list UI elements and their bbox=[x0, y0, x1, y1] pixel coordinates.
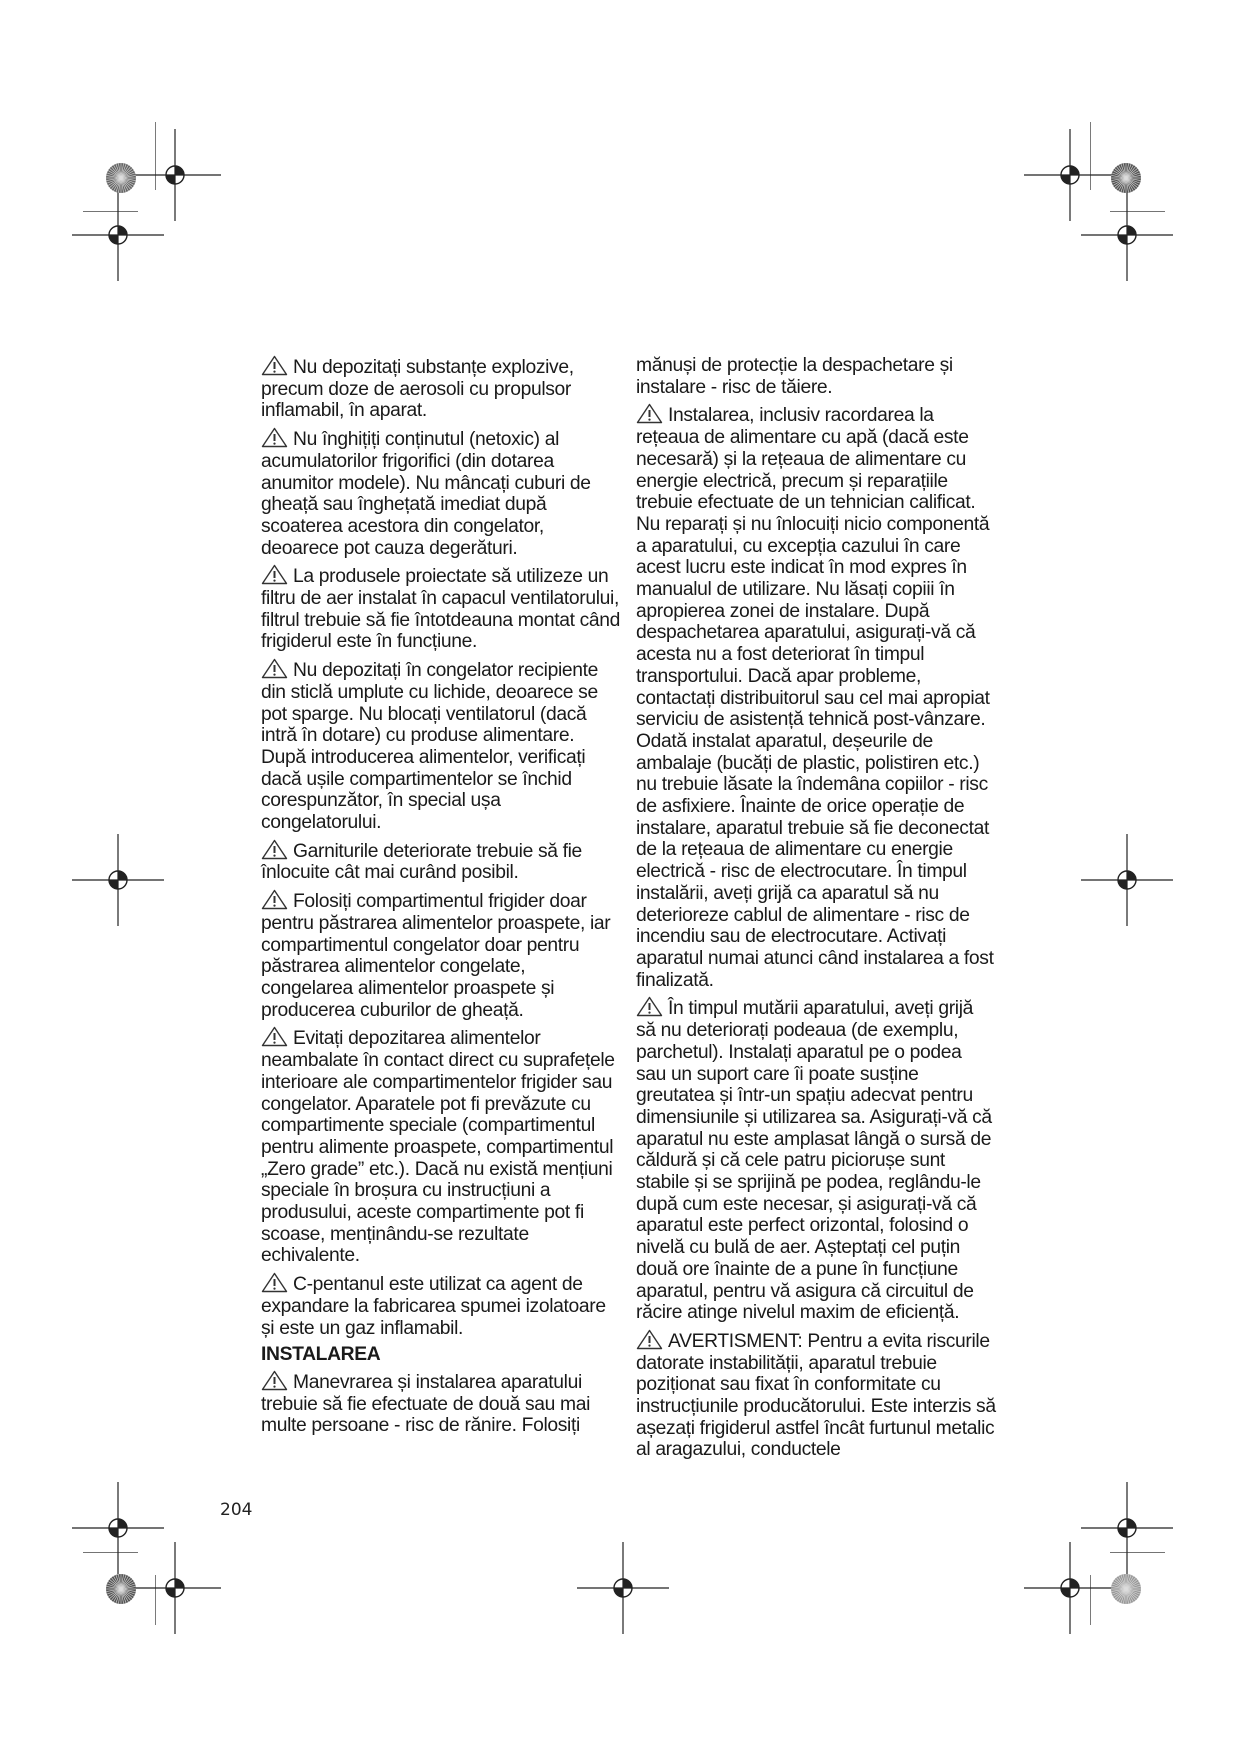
warning-triangle-icon bbox=[261, 1370, 288, 1391]
sunburst-bottom-left bbox=[105, 1573, 137, 1605]
crosshair-bottom-left-b bbox=[127, 1540, 223, 1636]
warning-paragraph bbox=[261, 1370, 621, 1437]
section-heading bbox=[261, 1344, 621, 1366]
sunburst-bottom-right bbox=[1110, 1573, 1142, 1605]
paragraph bbox=[636, 355, 996, 398]
warning-triangle-icon bbox=[636, 1329, 663, 1350]
trim-line-bl-h bbox=[83, 1552, 138, 1554]
right-column bbox=[636, 355, 996, 1466]
warning-triangle-icon bbox=[261, 839, 288, 860]
crosshair-bottom-center bbox=[575, 1540, 671, 1636]
page-number: 204 bbox=[220, 1500, 253, 1520]
warning-triangle-icon bbox=[261, 1272, 288, 1293]
warning-paragraph bbox=[261, 564, 621, 653]
warning-paragraph bbox=[636, 996, 996, 1324]
paragraph-text: AVERTISMENT: Pentru a evita riscurile datorate instabilității, aparatul trebuie poziționat sau fixat în conformitate cu instrucțiunile producătorului. Este interzis să așezați frigiderul astfel încât furtunul metalic al aragazului, conductele bbox=[636, 1330, 996, 1461]
warning-paragraph bbox=[261, 889, 621, 1021]
paragraph-text: Manevrarea și instalarea aparatului trebuie să fie efectuate de două sau mai multe persoane - risc de rănire. Folosiți bbox=[261, 1371, 591, 1437]
trim-line-br-h bbox=[1110, 1552, 1165, 1554]
warning-paragraph bbox=[261, 427, 621, 559]
crosshair-bottom-right-b bbox=[1022, 1540, 1118, 1636]
paragraph-text: Folosiți compartimentul frigider doar pentru păstrarea alimentelor proaspete, iar compartimentul congelator doar pentru păstrarea alimentelor congelate, congelarea alimentelor proaspete și producerea cuburilor de gheață. bbox=[261, 891, 611, 1021]
sunburst-top-left bbox=[105, 162, 137, 194]
warning-triangle-icon bbox=[636, 403, 663, 424]
crosshair-top-right-b bbox=[1079, 187, 1175, 283]
trim-line-tr-h bbox=[1110, 211, 1165, 213]
paragraph-text: Instalarea, inclusiv racordarea la rețeaua de alimentare cu apă (dacă este necesară) și la rețeaua de alimentare cu energie electrică, precum și reparațiile trebuie efectuate de un tehnician calificat. Nu reparați și nu înlocuiți nicio componentă a aparatului, cu excepția cazului în care acest lucru este indicat în mod expres în manualul de utilizare. Nu lăsați copiii în apropierea zonei de instalare. După despachetarea aparatului, asigurați-vă că acesta nu a fost deteriorat în timpul transportului. Dacă apar probleme, contactați distribuitorul sau cel mai apropiat serviciu de asistență tehnică post-vânzare. Odată instalat aparatul, deșeurile de ambalaje (bucăți de plastic, polistiren etc.) nu trebuie lăsate la îndemâna copiilor - risc de asfixiere. Înainte de orice operație de instalare, aparatul trebuie să fie deconectat de la rețeaua de alimentare cu energie electrică - risc de electrocutare. În timpul instalării, aveți grijă ca aparatul să nu deterioreze cablul de alimentare - risc de incendiu sau de electrocutare. Activați aparatul numai atunci când instalarea a fost finalizată. bbox=[636, 405, 994, 991]
paragraph-text: INSTALAREA bbox=[261, 1344, 381, 1366]
paragraph-text: Nu înghițiți conținutul (netoxic) al acumulatorilor frigorifici (din dotarea anumitor modele). Nu mâncați cuburi de gheață sau înghețată imediat după scoaterea acestora din congelator, deoarece pot cauza degerături. bbox=[261, 429, 591, 559]
warning-paragraph bbox=[636, 1329, 996, 1461]
warning-paragraph bbox=[636, 403, 996, 991]
sunburst-top-right bbox=[1110, 162, 1142, 194]
warning-paragraph bbox=[261, 658, 621, 834]
warning-paragraph bbox=[261, 1026, 621, 1267]
paragraph-text: În timpul mutării aparatului, aveți grijă să nu deteriorați podeaua (de exemplu, parchetul). Instalați aparatul pe o podea sau un suport care îi poate susține greutatea și într-un spațiu adecvat pentru dimensiunile și utilizarea sa. Asigurați-vă că aparatul nu este amplasat lângă o sursă de căldură și că cele patru piciorușe sunt stabile și se sprijină pe podea, reglându-le după cum este necesar, și asigurați-vă că aparatul este perfect orizontal, folosind o nivelă cu bulă de aer. Așteptați cel puțin două ore înainte de a pune în funcțiune aparatul, pentru vă asigura că circuitul de răcire atinge nivelul maxim de eficiență. bbox=[636, 998, 992, 1324]
trim-line-tl-h bbox=[83, 211, 138, 213]
paragraph-text: Nu depozitați substanțe explozive, precum doze de aerosoli cu propulsor inflamabil, în aparat. bbox=[261, 357, 574, 422]
warning-triangle-icon bbox=[261, 355, 288, 376]
trim-line-bl-v bbox=[155, 1575, 157, 1625]
paragraph-text: La produsele proiectate să utilizeze un filtru de aer instalat în capacul ventilatorului, filtrul trebuie să fie întotdeauna montat când frigiderul este în funcțiune. bbox=[261, 566, 621, 653]
warning-triangle-icon bbox=[261, 658, 288, 679]
warning-paragraph bbox=[261, 355, 621, 422]
warning-triangle-icon bbox=[261, 1026, 288, 1047]
warning-paragraph bbox=[261, 839, 621, 884]
warning-triangle-icon bbox=[261, 427, 288, 448]
trim-line-tl-v bbox=[155, 122, 157, 190]
crosshair-mid-left bbox=[70, 832, 166, 928]
paragraph-text: C-pentanul este utilizat ca agent de expandare la fabricarea spumei izolatoare și este un gaz inflamabil. bbox=[261, 1274, 606, 1339]
paragraph-text: mănuși de protecție la despachetare și instalare - risc de tăiere. bbox=[636, 355, 953, 398]
warning-triangle-icon bbox=[636, 996, 663, 1017]
crosshair-top-left-b bbox=[70, 187, 166, 283]
paragraph-text: Garniturile deteriorate trebuie să fie înlocuite cât mai curând posibil. bbox=[261, 840, 582, 884]
warning-triangle-icon bbox=[261, 889, 288, 910]
paragraph-text: Nu depozitați în congelator recipiente din sticlă umplute cu lichide, deoarece se pot sparge. Nu blocați ventilatorul (dacă intră în dotare) cu produse alimentare. După introducerea alimentelor, verificați dacă ușile compartimentelor se închid corespunzător, în special ușa congelatorului. bbox=[261, 660, 599, 834]
warning-paragraph bbox=[261, 1272, 621, 1339]
trim-line-br-v bbox=[1090, 1575, 1092, 1625]
trim-line-tr-v bbox=[1090, 122, 1092, 190]
paragraph-text: Evitați depozitarea alimentelor neambalate în contact direct cu suprafețele interioare ale compartimentelor frigider sau congelator. Aparatele pot fi prevăzute cu compartimente speciale (compartimentul pentru alimente proaspete, compartimentul „Zero grade” etc.). Dacă nu există mențiuni speciale în broșura cu instrucțiuni a produsului, aceste compartimente pot fi scoase, menținându-se rezultate echivalente. bbox=[261, 1028, 615, 1267]
crosshair-mid-right bbox=[1079, 832, 1175, 928]
warning-triangle-icon bbox=[261, 564, 288, 585]
left-column bbox=[261, 355, 621, 1442]
